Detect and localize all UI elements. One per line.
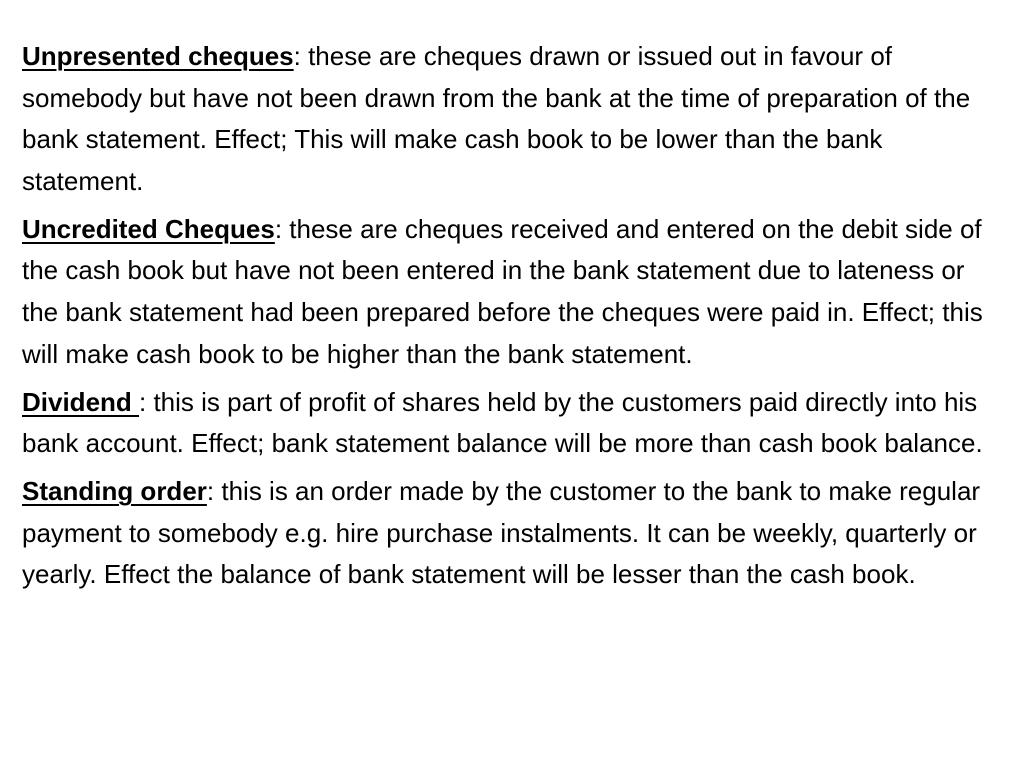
term-uncredited-cheques: Uncredited Cheques: [22, 213, 275, 244]
definition-text-dividend: : this is part of profit of shares held by the customers paid directly into his bank account. Effect; bank statement balance will be more than cash book balance.: [22, 386, 983, 459]
definition-standing-order: [22, 471, 1002, 596]
definition-dividend: [22, 382, 1002, 465]
term-standing-order: Standing order: [22, 476, 207, 507]
term-unpresented-cheques: Unpresented cheques: [22, 41, 294, 71]
definition-text-unpresented-cheques: : these are cheques drawn or issued out in favour of somebody but have not been drawn from the bank at the time of preparation of the bank statement. Effect; This will make cash book to be lower than the bank statement.: [22, 41, 971, 196]
definition-uncredited-cheques: [22, 209, 1002, 375]
term-dividend: Dividend: [22, 386, 140, 417]
definition-text-uncredited-cheques: : these are cheques received and entered on the debit side of the cash book but have not been entered in the bank statement due to lateness or the bank statement had been prepared before the cheques were paid in. Effect; this will make cash book to be higher than the bank statement.: [22, 213, 983, 369]
definition-text-standing-order: : this is an order made by the customer to the bank to make regular payment to somebody e.g. hire purchase instalments. It can be weekly, quarterly or yearly. Effect the balance of bank statement will be lesser than the cash book.: [22, 476, 981, 590]
definition-unpresented-cheques: [22, 36, 1002, 202]
